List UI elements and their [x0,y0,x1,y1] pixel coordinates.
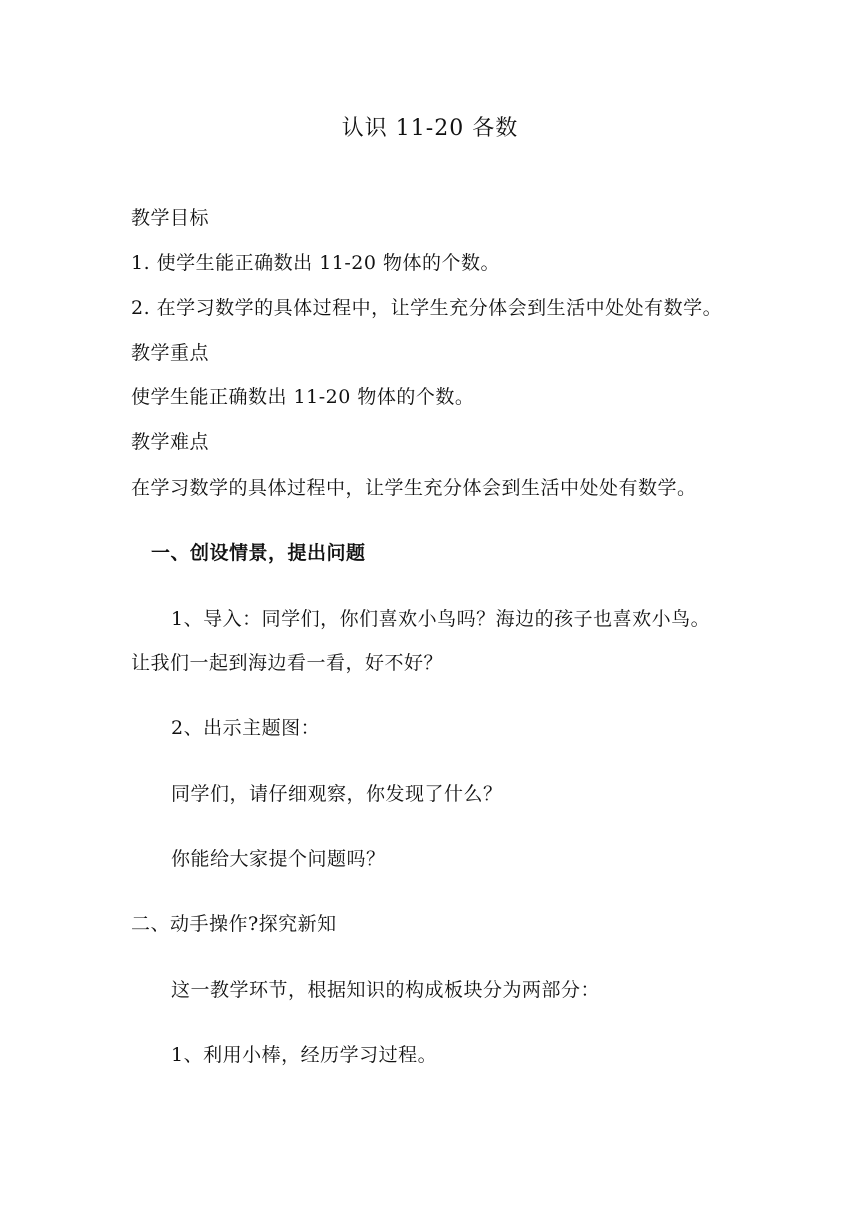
objectives-heading: 教学目标 [131,207,210,229]
section-2-item-1: 1、利用小棒，经历学习过程。 [171,1044,438,1066]
objective-item-1: 1. 使学生能正确数出 11-20 物体的个数。 [131,252,501,274]
section-1-question-2: 你能给大家提个问题吗？ [171,848,386,870]
key-point-text: 使学生能正确数出 11-20 物体的个数。 [131,386,475,408]
section-1-heading: 一、创设情景，提出问题 [151,542,366,564]
section-2-heading: 二、动手操作?探究新知 [131,913,337,935]
difficulty-heading: 教学难点 [131,431,210,453]
section-2-intro: 这一教学环节，根据知识的构成板块分为两部分： [171,979,601,1001]
section-1-item-1-line-1: 1、导入：同学们，你们喜欢小鸟吗？海边的孩子也喜欢小鸟。 [171,608,711,630]
key-point-heading: 教学重点 [131,342,210,364]
section-1-item-1-line-2: 让我们一起到海边看一看，好不好？ [131,652,444,674]
section-1-item-2: 2、出示主题图： [171,717,321,739]
section-1-question-1: 同学们，请仔细观察，你发现了什么？ [171,783,503,805]
difficulty-text: 在学习数学的具体过程中，让学生充分体会到生活中处处有数学。 [131,477,697,499]
document-title: 认识 11-20 各数 [341,116,519,141]
objective-item-2: 2. 在学习数学的具体过程中，让学生充分体会到生活中处处有数学。 [131,297,723,319]
